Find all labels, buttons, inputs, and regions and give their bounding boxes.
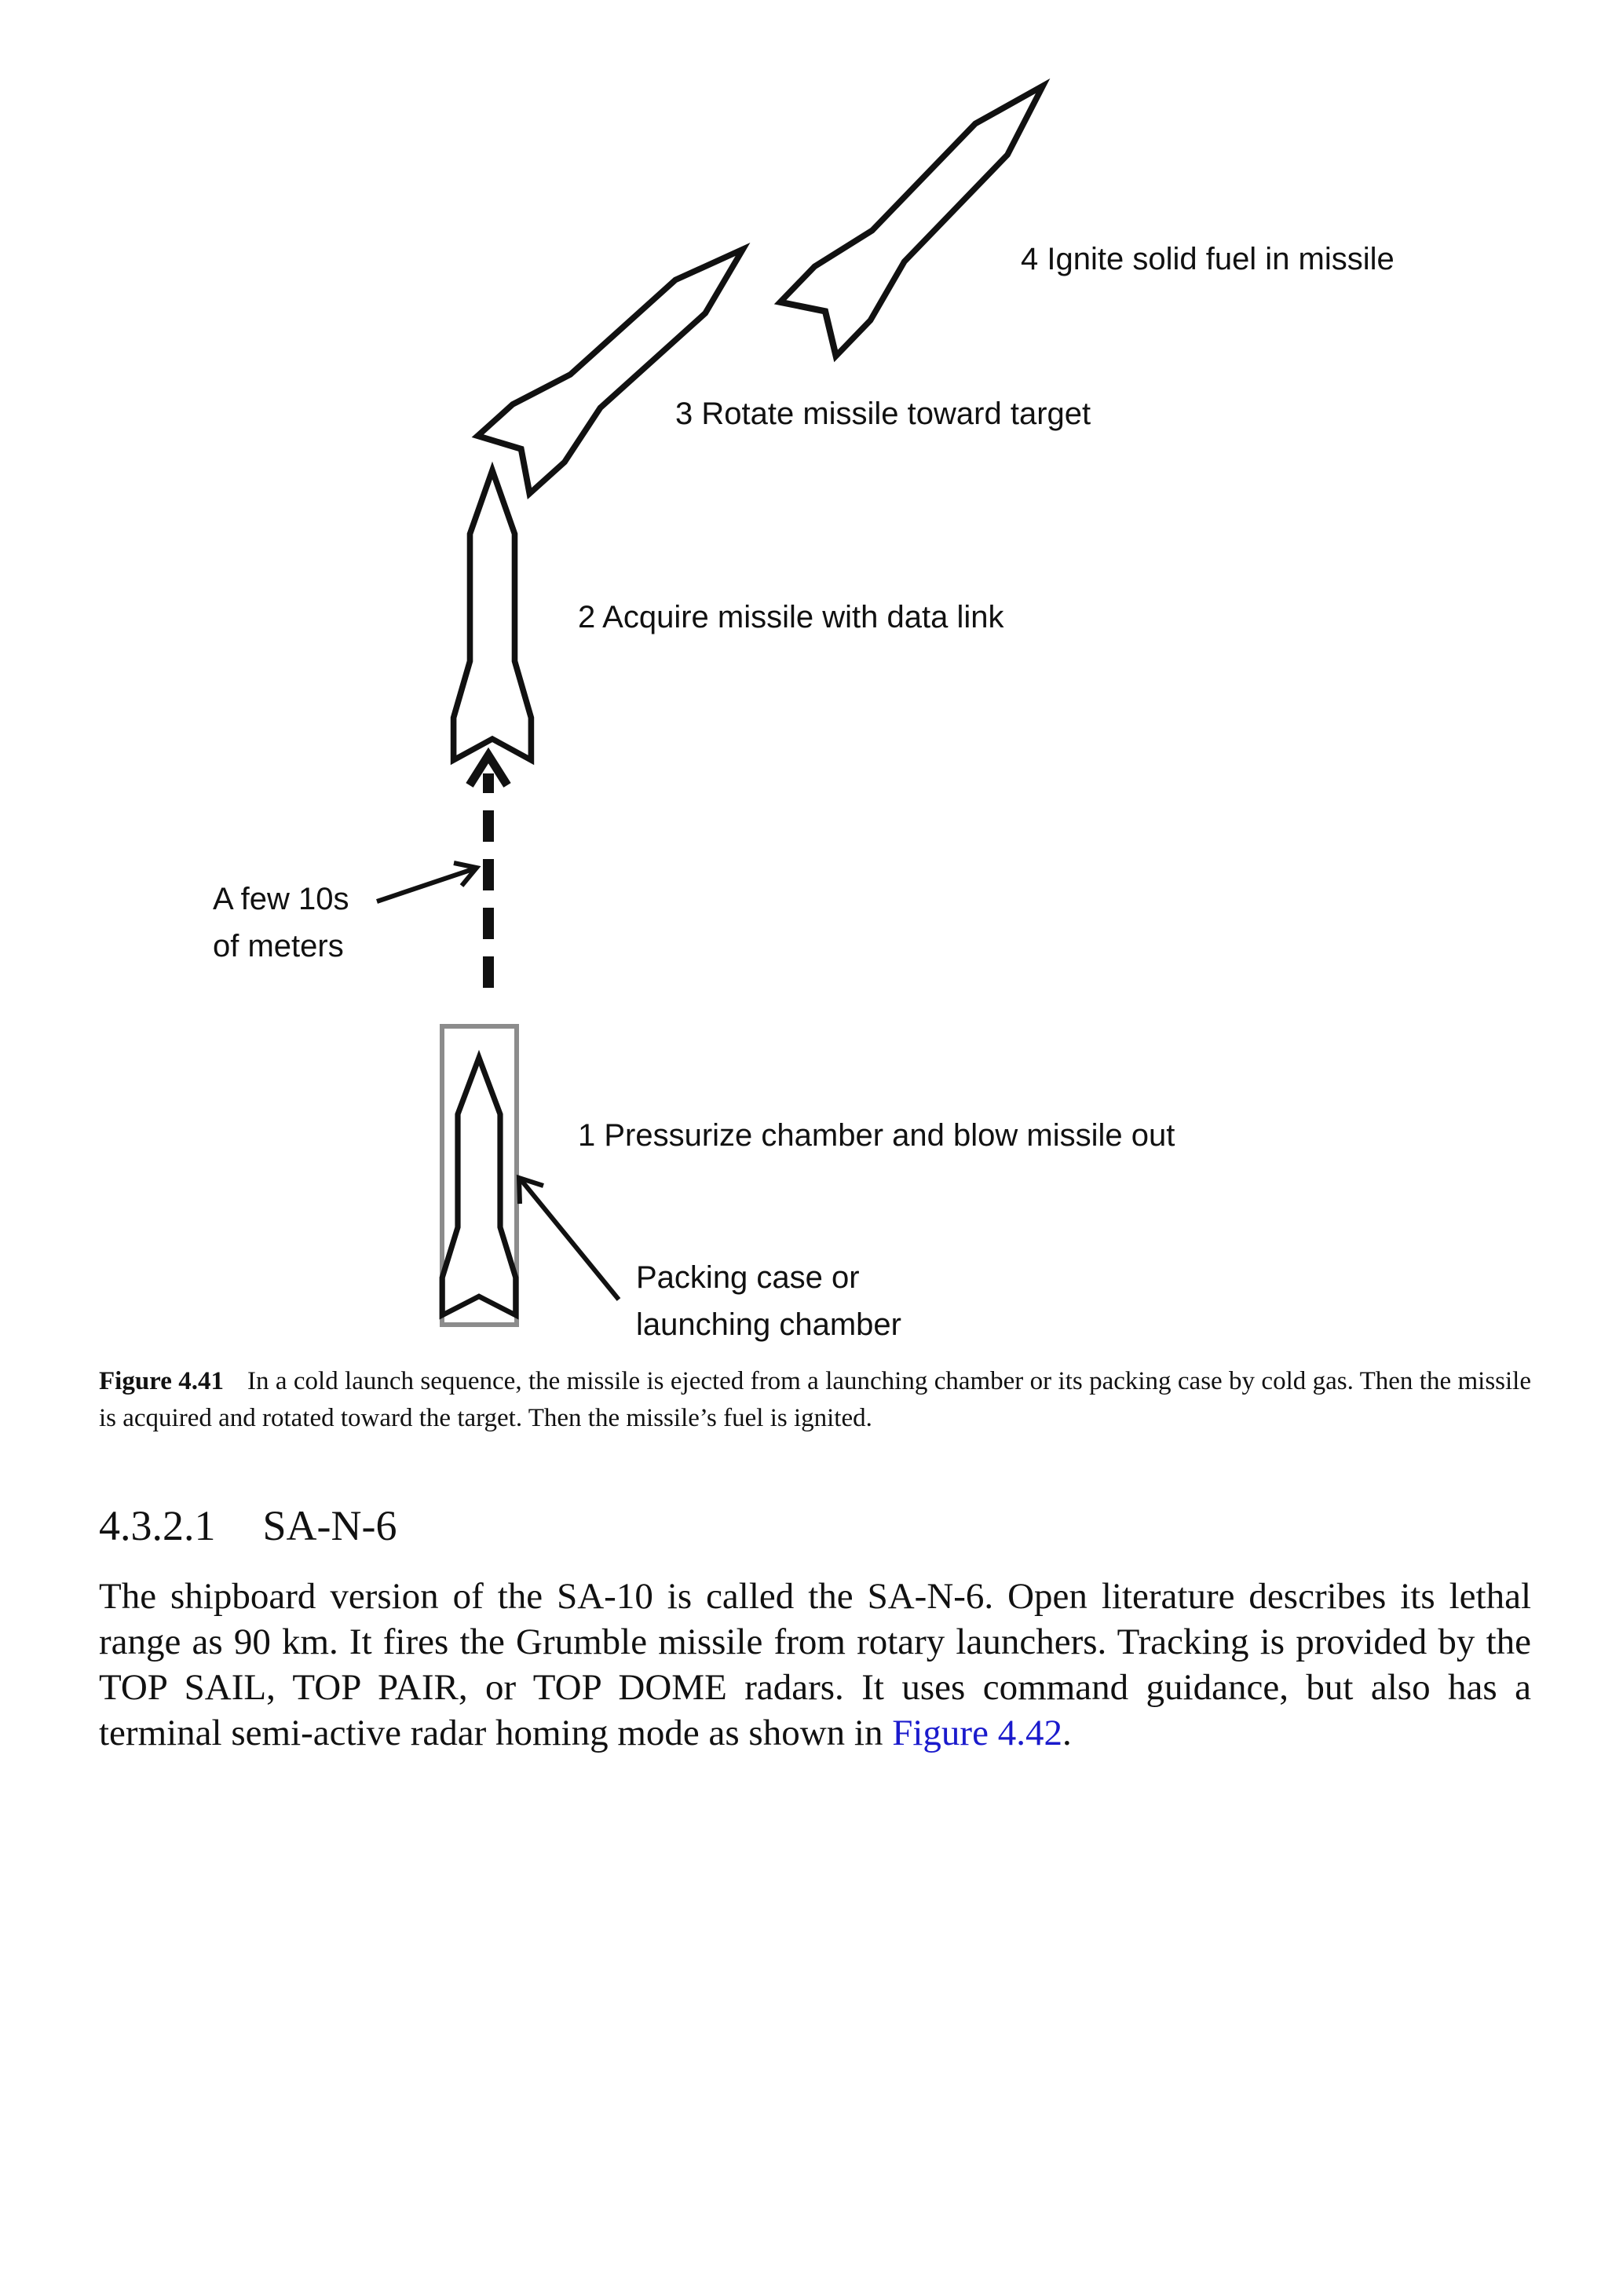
distance-label-line2: of meters	[213, 929, 344, 963]
missile-step-2	[454, 470, 532, 760]
chamber-label-line1: Packing case or	[636, 1260, 860, 1295]
section-title: SA-N-6	[262, 1502, 397, 1549]
missile-step-1	[442, 1058, 516, 1315]
distance-label-line1: A few 10s	[213, 882, 349, 916]
launching-chamber	[442, 1026, 517, 1325]
section-number: 4.3.2.1	[99, 1502, 216, 1549]
figure-4-42-link[interactable]: Figure 4.42	[892, 1713, 1062, 1753]
figure-caption-label: Figure 4.41	[99, 1367, 224, 1395]
section-body	[99, 1574, 1531, 1756]
chamber-pointer-arrow	[519, 1178, 619, 1300]
distance-pointer-arrow	[377, 863, 477, 901]
step-3-label: 3 Rotate missile toward target	[675, 397, 1091, 431]
step-1-label: 1 Pressurize chamber and blow missile out	[578, 1118, 1175, 1153]
section-heading	[99, 1498, 397, 1553]
section-body-text: The shipboard version of the SA-10 is called the SA-N-6. Open literature describes its lethal range as 90 km. It fires the Grumble missile from rotary launchers. Tracking is provided by the TOP SAIL, TOP PAIR, or TOP DOME radars. It uses command guidance, but also has a terminal semi-active radar homing mode as shown in	[99, 1576, 1531, 1753]
step-2-label: 2 Acquire missile with data link	[578, 600, 1004, 634]
missile-step-4	[780, 59, 1071, 356]
section-body-end: .	[1062, 1713, 1072, 1753]
figure-caption-text: In a cold launch sequence, the missile is ejected from a launching chamber or its packing case by cold gas. Then the missile is acquired and rotated toward the target. Then the missile’s fuel is ignited.	[99, 1367, 1531, 1432]
figure-caption	[99, 1363, 1531, 1437]
missile-step-3	[477, 221, 769, 494]
chamber-label-line2: launching chamber	[636, 1307, 901, 1342]
step-4-label: 4 Ignite solid fuel in missile	[1021, 242, 1395, 276]
